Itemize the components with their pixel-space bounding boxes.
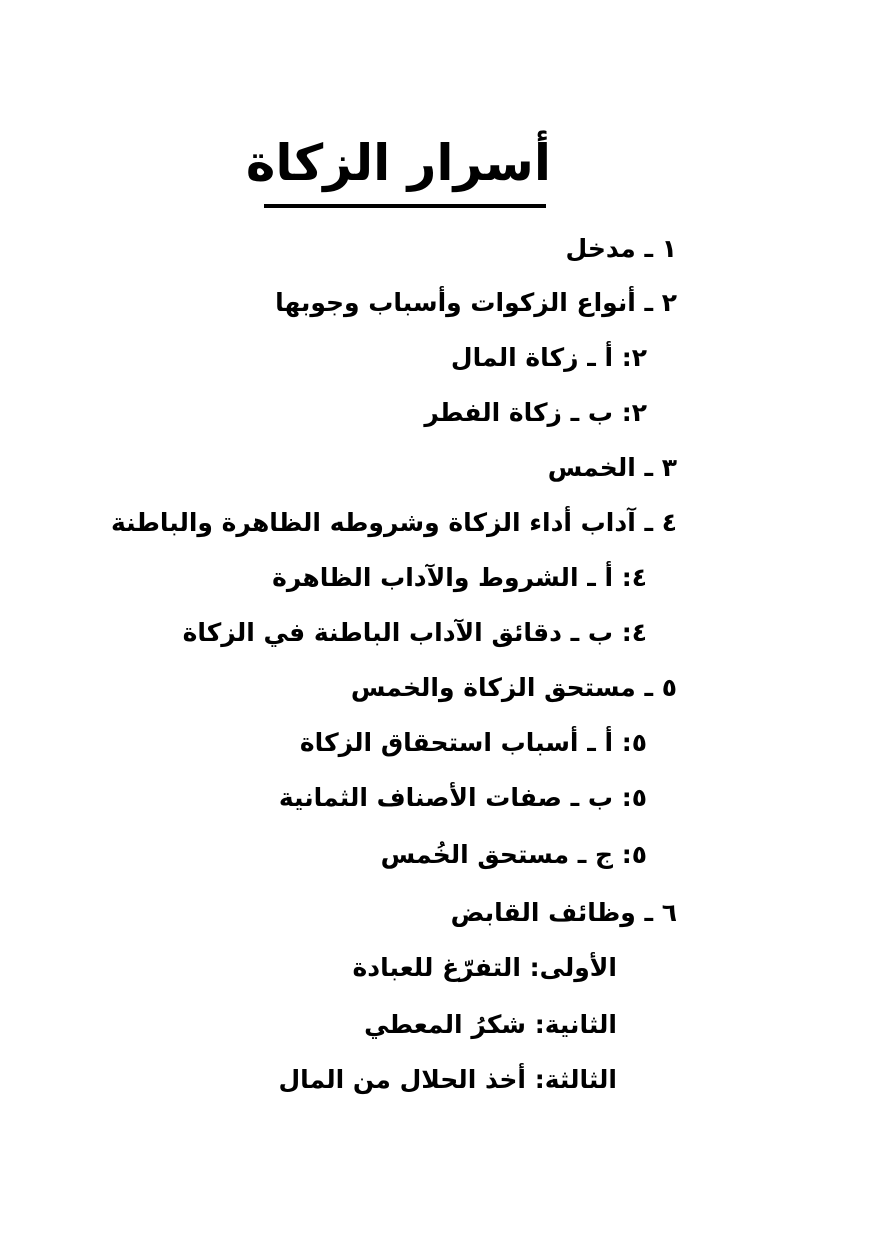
toc-item-6: ٦ ـ وظائف القابض [450, 898, 677, 927]
page-title: أسرار الزكاة [245, 134, 551, 192]
toc-item-3: ٣ ـ الخمس [547, 453, 677, 482]
toc-item-6-second: الثانية: شكرُ المعطي [364, 1010, 617, 1039]
title-underline [264, 204, 546, 208]
toc-item-6-first: الأولى: التفرّغ للعبادة [352, 953, 617, 982]
toc-item-5c: ٥: ج ـ مستحق الخُمس [380, 840, 647, 869]
toc-item-4b: ٤: ب ـ دقائق الآداب الباطنة في الزكاة [182, 618, 647, 647]
toc-item-1: ١ ـ مدخل [565, 234, 677, 263]
toc-item-2: ٢ ـ أنواع الزكوات وأسباب وجوبها [275, 288, 677, 317]
toc-item-6-third: الثالثة: أخذ الحلال من المال [278, 1065, 617, 1094]
toc-item-4a: ٤: أ ـ الشروط والآداب الظاهرة [272, 563, 647, 592]
toc-item-4: ٤ ـ آداب أداء الزكاة وشروطه الظاهرة والباطنة [110, 508, 677, 537]
toc-item-5a: ٥: أ ـ أسباب استحقاق الزكاة [299, 728, 647, 757]
toc-item-5: ٥ ـ مستحق الزكاة والخمس [350, 673, 677, 702]
toc-item-5b: ٥: ب ـ صفات الأصناف الثمانية [278, 783, 647, 812]
toc-item-2b: ٢: ب ـ زكاة الفطر [424, 398, 647, 427]
toc-item-2a: ٢: أ ـ زكاة المال [450, 343, 647, 372]
